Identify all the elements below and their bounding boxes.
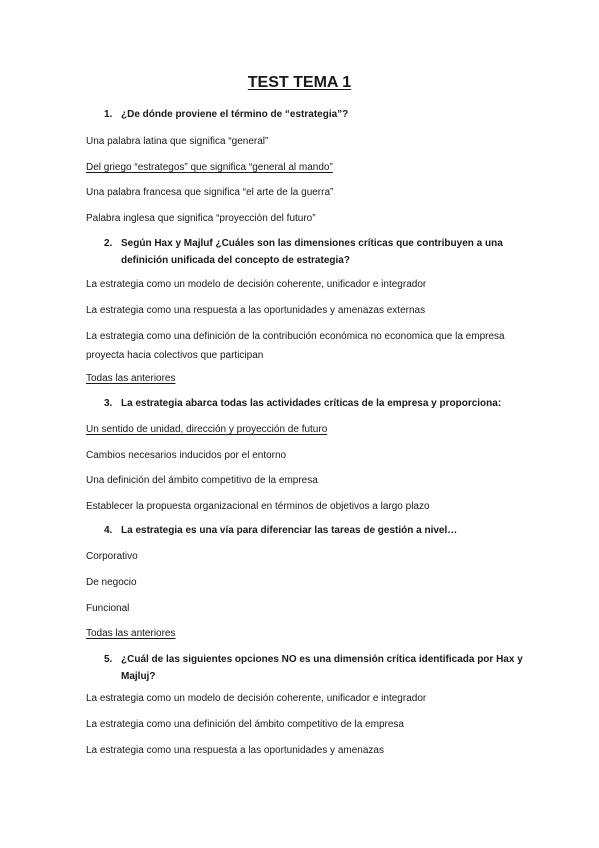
option-2b: La estrategia como una respuesta a las oportunidades y amenazas externas [86,305,426,316]
option-4d-correct: Todas las anteriores [86,628,176,639]
question-text: ¿De dónde proviene el término de “estrategia”? [121,109,349,120]
option-3b: Cambios necesarios inducidos por el entorno [86,450,287,461]
question-text: ¿Cuál de las siguientes opciones NO es una dimensión crítica identificada por Hax y Majluj? [121,654,523,682]
question-3 [104,395,524,412]
option-1d: Palabra inglesa que significa “proyección del futuro” [86,213,316,224]
option-3a-correct: Un sentido de unidad, dirección y proyección de futuro [86,424,328,435]
option-1a: Una palabra latina que significa “general” [86,136,269,147]
option-5b: La estrategia como una definición del ámbito competitivo de la empresa [86,719,404,730]
question-2 [104,235,524,269]
question-text: Según Hax y Majluf ¿Cuáles son las dimensiones críticas que contribuyen a una definición unificada del concepto de estrategia? [121,238,503,266]
option-1b-correct: Del griego “estrategos” que significa “general al mando” [86,162,333,173]
option-4c: Funcional [86,603,130,614]
option-4b: De negocio [86,577,137,588]
page-title: TEST TEMA 1 [247,74,352,91]
question-text: La estrategia abarca todas las actividades críticas de la empresa y proporciona: [121,398,502,409]
option-4a: Corporativo [86,551,138,562]
question-1 [104,106,524,123]
question-number: 5. [104,654,113,665]
option-3d: Establecer la propuesta organizacional en términos de objetivos a largo plazo [86,501,430,512]
option-3c: Una definición del ámbito competitivo de la empresa [86,475,318,486]
question-number: 1. [104,109,113,120]
question-number: 4. [104,525,113,536]
question-5 [104,651,524,685]
option-1c: Una palabra francesa que significa “el arte de la guerra” [86,187,334,198]
option-5a: La estrategia como un modelo de decisión coherente, unificador e integrador [86,693,427,704]
question-number: 3. [104,398,113,409]
question-4 [104,522,524,539]
option-2a: La estrategia como un modelo de decisión coherente, unificador e integrador [86,279,427,290]
option-5c: La estrategia como una respuesta a las oportunidades y amenazas [86,745,384,756]
question-number: 2. [104,238,113,249]
question-text: La estrategia es una vía para diferenciar las tareas de gestión a nivel… [121,525,458,536]
option-2d-correct: Todas las anteriores [86,373,176,384]
option-2c: La estrategia como una definición de la contribución económica no economica que la empresa proyecta hacia colectivos que participan [86,331,505,361]
